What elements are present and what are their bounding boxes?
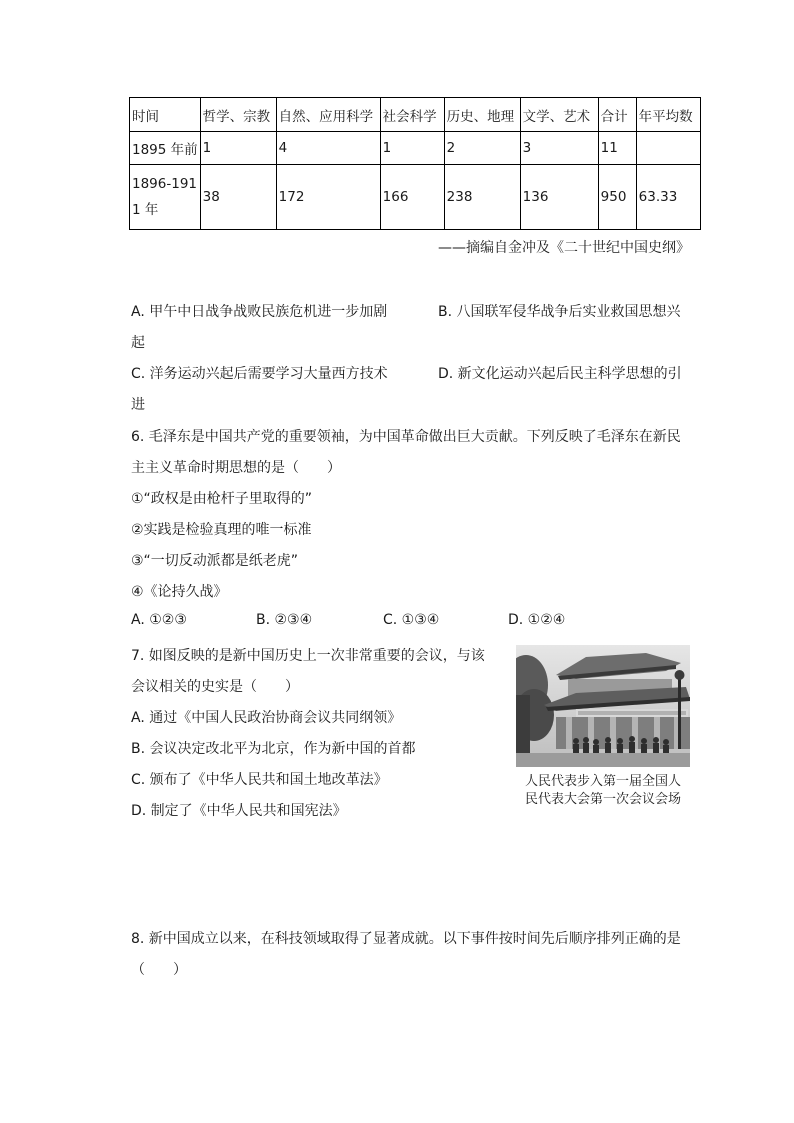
header-cell: 时间 — [130, 98, 201, 132]
q8-stem-line1: 8. 新中国成立以来，在科技领域取得了显著成就。以下事件按时间先后顺序排列正确的是 — [131, 931, 681, 947]
q6-stem-line2: 主主义革命时期思想的是（ ） — [131, 460, 341, 476]
header-cell: 社会科学 — [380, 98, 444, 132]
table-source-citation: ——摘编自金冲及《二十世纪中国史纲》 — [438, 240, 690, 256]
great-hall-photo — [516, 645, 690, 767]
header-cell: 合计 — [598, 98, 636, 132]
q7-stem-line2: 会议相关的史实是（ ） — [131, 679, 299, 695]
q6-option-d: D. ①②④ — [508, 612, 566, 628]
q5-option-b-continued: 起 — [131, 335, 145, 351]
q6-stem-line1: 6. 毛泽东是中国共产党的重要领袖，为中国革命做出巨大贡献。下列反映了毛泽东在新民 — [131, 429, 681, 445]
table-cell: 172 — [276, 165, 380, 230]
book-statistics-table — [129, 97, 701, 230]
table-row — [130, 165, 701, 230]
table-cell: 238 — [444, 165, 520, 230]
q6-option-c: C. ①③④ — [383, 612, 440, 628]
q6-option-a: A. ①②③ — [131, 612, 187, 628]
photo-caption-line1: 人民代表步入第一届全国人 — [524, 774, 681, 789]
q5-option-d-continued: 进 — [131, 397, 145, 413]
table-cell: 950 — [598, 165, 636, 230]
q5-option-b: B. 八国联军侵华战争后实业救国思想兴 — [438, 304, 681, 320]
table-cell: 1896-1911 年 — [130, 165, 201, 230]
table-cell: 1 — [380, 132, 444, 165]
header-cell: 文学、艺术 — [520, 98, 598, 132]
q5-option-c: C. 洋务运动兴起后需要学习大量西方技术 — [131, 366, 388, 382]
table-cell: 1 — [200, 132, 276, 165]
table-cell: 136 — [520, 165, 598, 230]
table-cell: 4 — [276, 132, 380, 165]
q6-item-3: ③“一切反动派都是纸老虎” — [131, 553, 299, 569]
photo-caption — [516, 773, 690, 809]
q6-option-b: B. ②③④ — [256, 612, 313, 628]
header-cell: 年平均数 — [636, 98, 700, 132]
q6-item-4: ④《论持久战》 — [131, 584, 228, 600]
table-cell: 3 — [520, 132, 598, 165]
table-cell: 2 — [444, 132, 520, 165]
q5-option-a: A. 甲午中日战争战败民族危机进一步加剧 — [131, 304, 388, 320]
table-header-row — [130, 98, 701, 132]
table-cell: 38 — [200, 165, 276, 230]
q7-option-b: B. 会议决定改北平为北京，作为新中国的首都 — [131, 741, 416, 757]
header-cell: 自然、应用科学 — [276, 98, 380, 132]
table-cell: 63.33 — [636, 165, 700, 230]
q7-option-c: C. 颁布了《中华人民共和国土地改革法》 — [131, 772, 388, 788]
q8-stem-line2: （ ） — [131, 962, 187, 978]
table-cell — [636, 132, 700, 165]
q6-item-1: ①“政权是由枪杆子里取得的” — [131, 491, 313, 507]
table-cell: 1895 年前 — [130, 132, 201, 165]
table-cell: 11 — [598, 132, 636, 165]
header-cell: 哲学、宗教 — [200, 98, 276, 132]
q7-option-a: A. 通过《中国人民政治协商会议共同纲领》 — [131, 710, 402, 726]
table-cell: 166 — [380, 165, 444, 230]
header-cell: 历史、地理 — [444, 98, 520, 132]
q6-item-2: ②实践是检验真理的唯一标准 — [131, 522, 312, 538]
photo-caption-line2: 民代表大会第一次会议会场 — [524, 792, 681, 807]
q7-option-d: D. 制定了《中华人民共和国宪法》 — [131, 803, 347, 819]
table-row — [130, 132, 701, 165]
q5-option-d: D. 新文化运动兴起后民主科学思想的引 — [438, 366, 682, 382]
q7-stem-line1: 7. 如图反映的是新中国历史上一次非常重要的会议，与该 — [131, 648, 485, 664]
